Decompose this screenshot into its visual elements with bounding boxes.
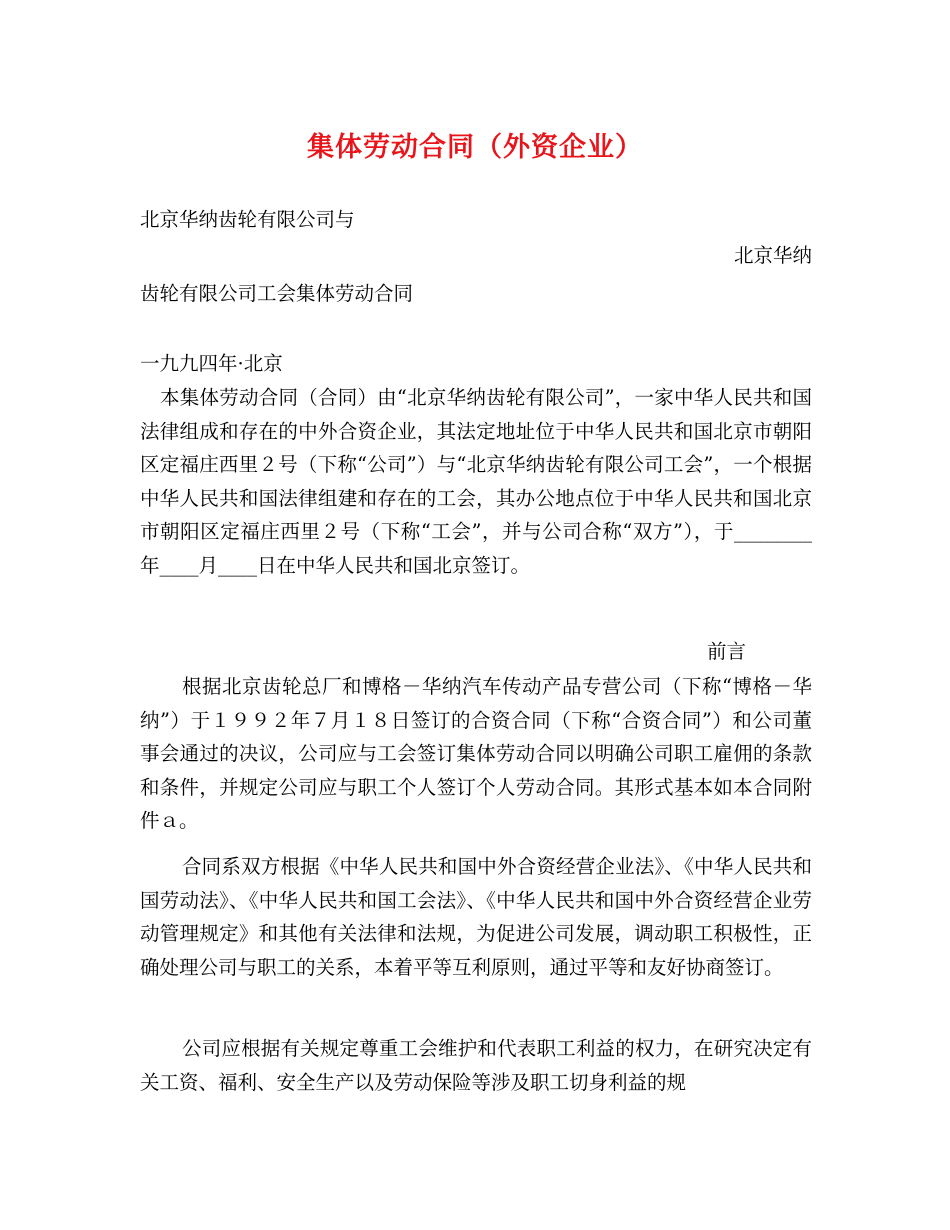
document-title: 集体劳动合同（外资企业） — [307, 132, 643, 163]
party-line-3: 齿轮有限公司工会集体劳动合同 — [140, 282, 414, 305]
preface-heading: 前言 — [706, 640, 746, 663]
date-place-line: 一九九四年·北京 — [140, 352, 283, 375]
paragraph-1: 根据北京齿轮总厂和博格－华纳汽车传动产品专营公司（下称“博格－华纳”）于１９９２年７月１８日签订的合资合同（下称“合资合同”）和公司董事会通过的决议，公司应与工会签订集体劳动合同以明确公司职工雇佣的条款和条件，并规定公司应与职工个人签订个人劳动合同。其形式基本如本合同附件ａ。 — [140, 675, 812, 833]
paragraph-2: 合同系双方根据《中华人民共和国中外合资经营企业法》、《中华人民共和国劳动法》、《中华人民共和国工会法》、《中华人民共和国中外合资经营企业劳动管理规定》和其他有关法律和法规，为促进公司发展，调动职工积极性，正确处理公司与职工的关系，本着平等互利原则，通过平等和友好协商签订。 — [140, 855, 812, 979]
intro-paragraph: 本集体劳动合同（合同）由“北京华纳齿轮有限公司”，一家中华人民共和国法律组成和存在的中外合资企业，其法定地址位于中华人民共和国北京市朝阳区定福庄西里２号（下称“公司”）与“北京华纳齿轮有限公司工会”，一个根据中华人民共和国法律组建和存在的工会，其办公地点位于中华人民共和国北京市朝阳区定福庄西里２号（下称“工会”，并与公司合称“双方”），于________年____月____日在中华人民共和国北京签订。 — [140, 386, 812, 577]
paragraph-3: 公司应根据有关规定尊重工会维护和代表职工利益的权力，在研究决定有关工资、福利、安全生产以及劳动保险等涉及职工切身利益的规 — [140, 1037, 812, 1094]
party-line-1: 北京华纳齿轮有限公司与 — [140, 208, 355, 231]
party-line-2: 北京华纳 — [733, 244, 812, 267]
